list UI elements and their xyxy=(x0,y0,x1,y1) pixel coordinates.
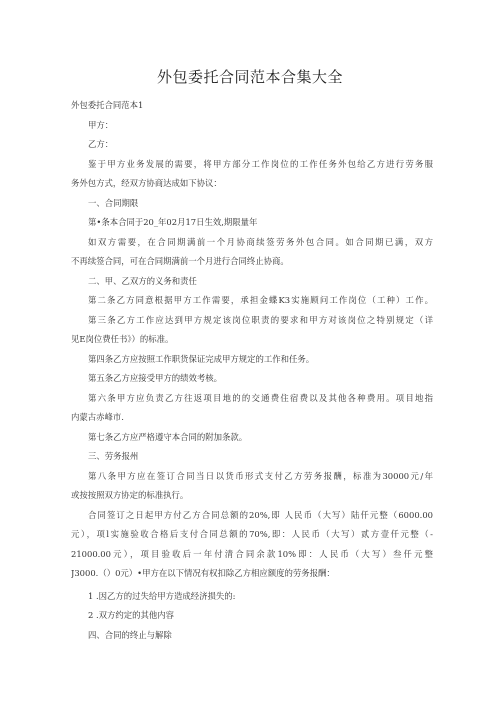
paragraph-line: 合同签订之日起甲方付乙方合同总额的20%,即 人民币（大写）陆仟元整（6000.00 xyxy=(88,509,433,520)
section-heading: 三、劳务报州 xyxy=(88,451,139,461)
paragraph-line: 第三条乙方工作应达到甲方规定该岗位职责的要求和甲方对该岗位之特别规定（详 xyxy=(88,314,433,325)
paragraph-line: 如双方需要，在合同期满前一个月协商续签劳务外包合同。如合同期已满，双方 xyxy=(88,236,433,247)
list-item: 2 .双方约定的其他内容 xyxy=(88,610,175,620)
paragraph-line: 21000.00元），项目验收后一年付清合同余款10%即：人民币（大写）叁仟元整 xyxy=(71,548,433,559)
paragraph-line: 第六条甲方应负责乙方往返项目地的的交通费住宿费以及其他各种费用。项目地指 xyxy=(88,392,433,403)
paragraph-line: 第八条甲方应在签订合同当日以货币形式支付乙方劳务报酬，标准为30000元/年 xyxy=(88,470,433,481)
paragraph-line: 第五条乙方应接受甲方的绩效考核。 xyxy=(88,373,222,383)
paragraph-line: 见E岗位费任书》）的标准。 xyxy=(71,334,174,344)
party-b-line: 乙方： xyxy=(88,139,114,149)
paragraph-line: 第•条本合同于20_年02月17日生效,期限量年 xyxy=(88,217,258,227)
paragraph-line: 第二条乙方同意根据甲方工作需要，承担金蝶K3实施顾问工作岗位（工种）工作。 xyxy=(88,295,433,305)
paragraph-line: 第七条乙方应严格遵守本合同的附加条款。 xyxy=(88,431,248,442)
paragraph-line: J3000.（）0元）•甲方在以下情况有权扣除乙方相应额度的劳务报酬： xyxy=(71,568,335,578)
paragraph-line: 不再续签合同，可在合同期满前一个月进行合同终止协商。 xyxy=(71,256,289,266)
section-heading: 二、甲、乙双方的义务和责任 xyxy=(88,275,197,286)
paragraph-line: 或按按照双方协定的标准执行。 xyxy=(71,490,189,500)
document-subtitle: 外包委托合同范本1 xyxy=(71,100,144,110)
party-a-line: 甲方： xyxy=(88,119,114,130)
document-title: 外包委托合同范本合集大全 xyxy=(156,68,343,86)
section-heading: 四、合同的终止与解除 xyxy=(88,629,172,640)
section-heading: 一、合同期限 xyxy=(88,197,139,208)
paragraph-line: 鉴于甲方业务发展的需要，将甲方部分工作岗位的工作任务外包给乙方进行劳务服 xyxy=(88,158,433,169)
paragraph-line: 元），项l实施验收合格后支付合同总额的70%,即：人民币（大写）贰方壹仟元整（- xyxy=(71,529,433,539)
paragraph-line: 务外包方式，经双方协商达成如下协议： xyxy=(71,178,222,188)
paragraph-line: 第四条乙方应按照工作职货保证完成甲方规定的工作和任务。 xyxy=(88,353,315,364)
paragraph-line: 内蒙古赤峰市. xyxy=(71,412,124,422)
list-item: 1 .因乙方的过失给甲方造成经济损失的: xyxy=(88,590,236,601)
document-body xyxy=(71,96,433,645)
